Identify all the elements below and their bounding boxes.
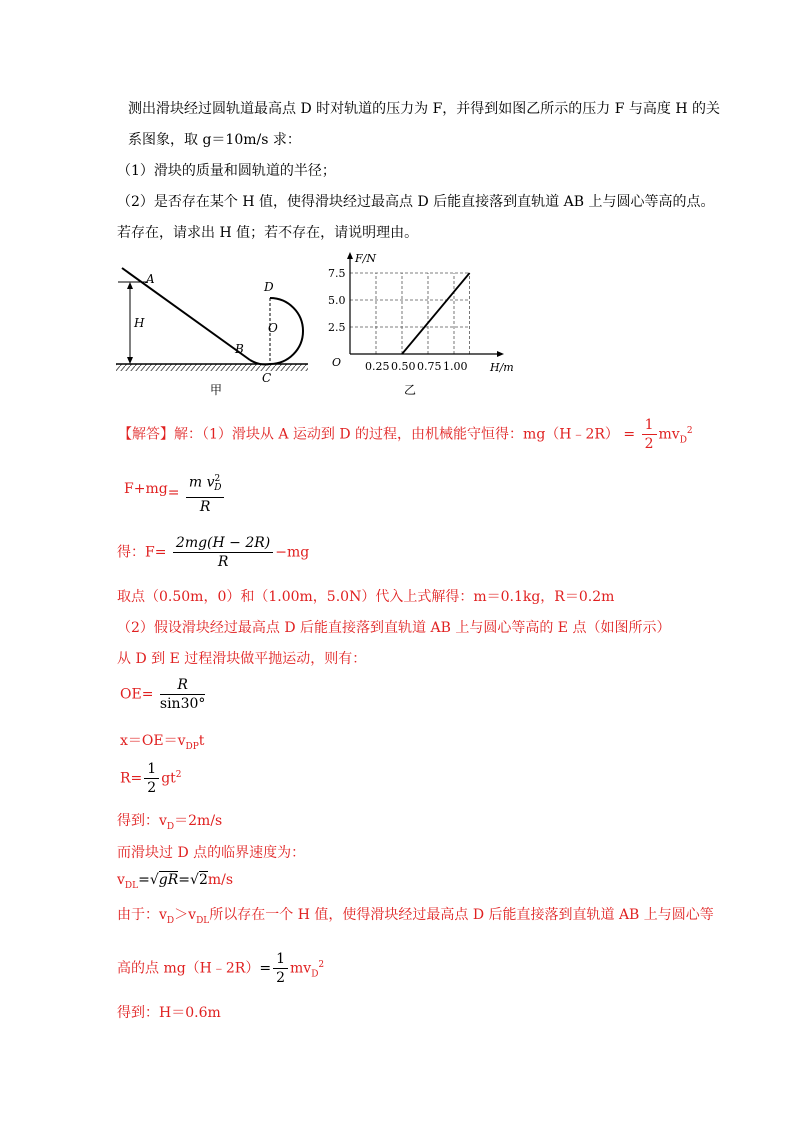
y-axis-label: F/N — [355, 252, 376, 265]
energy-eq: 高的点 mg（H﹣2R） — [117, 960, 260, 977]
oe-eq: OE= — [120, 686, 154, 703]
height-arrow-top — [127, 282, 133, 289]
x-tick-label: 0.25 — [365, 360, 390, 373]
sup-2d: 2 — [318, 959, 325, 970]
gt-term: gt — [161, 770, 176, 787]
height-arrow-bottom — [127, 357, 133, 364]
solution-step-1: 解：（1）滑块从 A 运动到 D 的过程，由机械能守恒得：mg（H﹣2R） — [174, 426, 619, 443]
fraction-half — [642, 416, 657, 453]
label-c: C — [262, 371, 272, 385]
eq-sign-4: = — [178, 872, 191, 888]
question-2a: （2）是否存在某个 H 值，使得滑块经过最高点 D 后能直接落到直轨道 AB 上与圆心等高的点。 — [117, 194, 715, 210]
sup-2: 2 — [686, 425, 693, 436]
ground-hatch — [116, 364, 308, 371]
r-eq: R= — [120, 770, 143, 787]
gr-term: gR — [158, 872, 179, 888]
frac-num-f: 2mg(H − 2R) — [173, 534, 273, 553]
question-2b: 若存在，请求出 H 值；若不存在，请说明理由。 — [117, 225, 419, 241]
vd-pre: 得到：v — [117, 813, 167, 829]
solution-line-7 — [120, 676, 207, 713]
solution-line-8 — [120, 730, 204, 752]
root-2: 2 — [198, 872, 208, 888]
var-v: v — [206, 474, 215, 491]
solution-line-4: 取点（0.50m，0）和（1.00m，5.0N）代入上式解得：m＝0.1kg，R＝0.2m — [117, 589, 615, 605]
fraction-half-2 — [144, 760, 159, 797]
sub-d5: D — [311, 969, 319, 980]
caption-yi: 乙 — [404, 383, 417, 397]
mv-term-2: mv — [290, 960, 312, 977]
minus-mg: −mg — [275, 544, 310, 561]
solution-line-13 — [117, 904, 714, 926]
frac-den-sin: sin30° — [159, 696, 206, 712]
y-axis-arrow — [347, 252, 353, 259]
problem-line-1: 测出滑块经过圆轨道最高点 D 时对轨道的压力为 F，并得到如图乙所示的压力 F 与高度 H 的关 — [128, 101, 721, 117]
sub-dl2: DL — [196, 915, 210, 926]
solution-line-10 — [117, 810, 222, 832]
frac-num-1: 1 — [144, 760, 159, 779]
frac-den-r: R — [199, 499, 211, 516]
y-tick-label: 7.5 — [328, 267, 346, 280]
solution-line-6: 从 D 到 E 过程滑块做平抛运动，则有： — [117, 651, 367, 667]
x-eq: x＝OE＝v — [120, 733, 186, 749]
since-vd: 由于：v — [117, 907, 167, 923]
solution-line-9 — [120, 760, 182, 797]
frac-num-mv2 — [186, 470, 225, 498]
t-var: t — [198, 733, 205, 749]
mv-term: mv — [658, 426, 680, 443]
figure-jia — [110, 258, 310, 398]
x-axis-label: H/m — [490, 361, 514, 374]
chart-grid — [350, 273, 470, 354]
y-tick-label: 5.0 — [328, 294, 346, 307]
x-tick-label: 1.00 — [443, 360, 468, 373]
sub-d2: D — [214, 483, 222, 494]
figure-yi-chart — [320, 242, 530, 400]
solution-head: 【解答】 — [118, 426, 174, 443]
frac-den-2b: 2 — [276, 970, 286, 986]
frac-num: 1 — [642, 416, 657, 435]
label-h: H — [134, 316, 145, 330]
sub-d3: D — [166, 821, 175, 832]
eq-sign-2: = — [167, 485, 180, 502]
series-line-f-h — [402, 273, 470, 354]
conclusion-text: 所以存在一个 H 值，使得滑块经过最高点 D 后能直接落到直轨道 AB 上与圆心等 — [209, 907, 714, 923]
label-o: O — [268, 321, 278, 335]
solution-line-14 — [117, 950, 324, 987]
frac-num-r: R — [160, 676, 206, 695]
x-axis-arrow — [497, 351, 504, 357]
problem-line-2-text: 系图象，取 g＝10m/s 求： — [128, 132, 301, 148]
frac-den-2: 2 — [147, 780, 157, 796]
label-b: B — [235, 342, 244, 356]
f-plus-mg: F+mg — [124, 481, 168, 498]
eq-sign: = — [623, 426, 636, 443]
sup-2b: 2 — [214, 474, 221, 484]
sup-2c: 2 — [175, 769, 182, 780]
question-1: （1）滑块的质量和圆轨道的半径； — [117, 163, 336, 179]
sqrt-2: √2 — [190, 872, 208, 888]
f-eq-prefix: 得：F= — [117, 544, 167, 561]
fraction-half-3 — [273, 950, 288, 987]
sub-d: D — [679, 435, 687, 446]
fraction-f — [173, 534, 273, 571]
solution-line-2 — [124, 470, 226, 516]
unit-ms: m/s — [207, 872, 234, 888]
fraction-oe — [160, 676, 206, 713]
gt-vdl: ＞v — [174, 907, 197, 923]
sub-dl: DL — [124, 880, 139, 891]
sub-dp: DP — [185, 741, 199, 752]
sqrt-gr: √gR — [149, 872, 179, 888]
problem-line-2 — [128, 129, 301, 149]
solution-line-12 — [117, 872, 233, 891]
y-tick-label: 2.5 — [328, 321, 346, 334]
frac-den: 2 — [644, 436, 654, 452]
label-d: D — [264, 280, 274, 294]
var-m: m — [188, 474, 203, 491]
caption-jia: 甲 — [210, 383, 223, 397]
vdl-v: v — [117, 872, 125, 888]
frac-den-f: R — [217, 554, 229, 570]
x-tick-label: 0.50 — [391, 360, 416, 373]
frac-num-1b: 1 — [273, 950, 288, 969]
label-a: A — [146, 272, 155, 286]
origin-label: O — [332, 356, 342, 369]
solution-line-15: 得到：H＝0.6m — [117, 1005, 221, 1021]
x-tick-label: 0.75 — [417, 360, 442, 373]
sub-d4: D — [166, 915, 175, 926]
solution-line-3 — [117, 534, 309, 571]
solution-line-1 — [118, 416, 693, 453]
fraction-mv2-r — [186, 470, 225, 516]
vd-value: ＝2m/s — [174, 813, 223, 829]
solution-line-5: （2）假设滑块经过最高点 D 后能直接落到直轨道 AB 上与圆心等高的 E 点（如图所示） — [117, 620, 671, 636]
eq-sign-3: = — [138, 872, 150, 888]
eq-sign-5: = — [259, 960, 272, 977]
solution-line-11: 而滑块过 D 点的临界速度为： — [117, 845, 306, 861]
